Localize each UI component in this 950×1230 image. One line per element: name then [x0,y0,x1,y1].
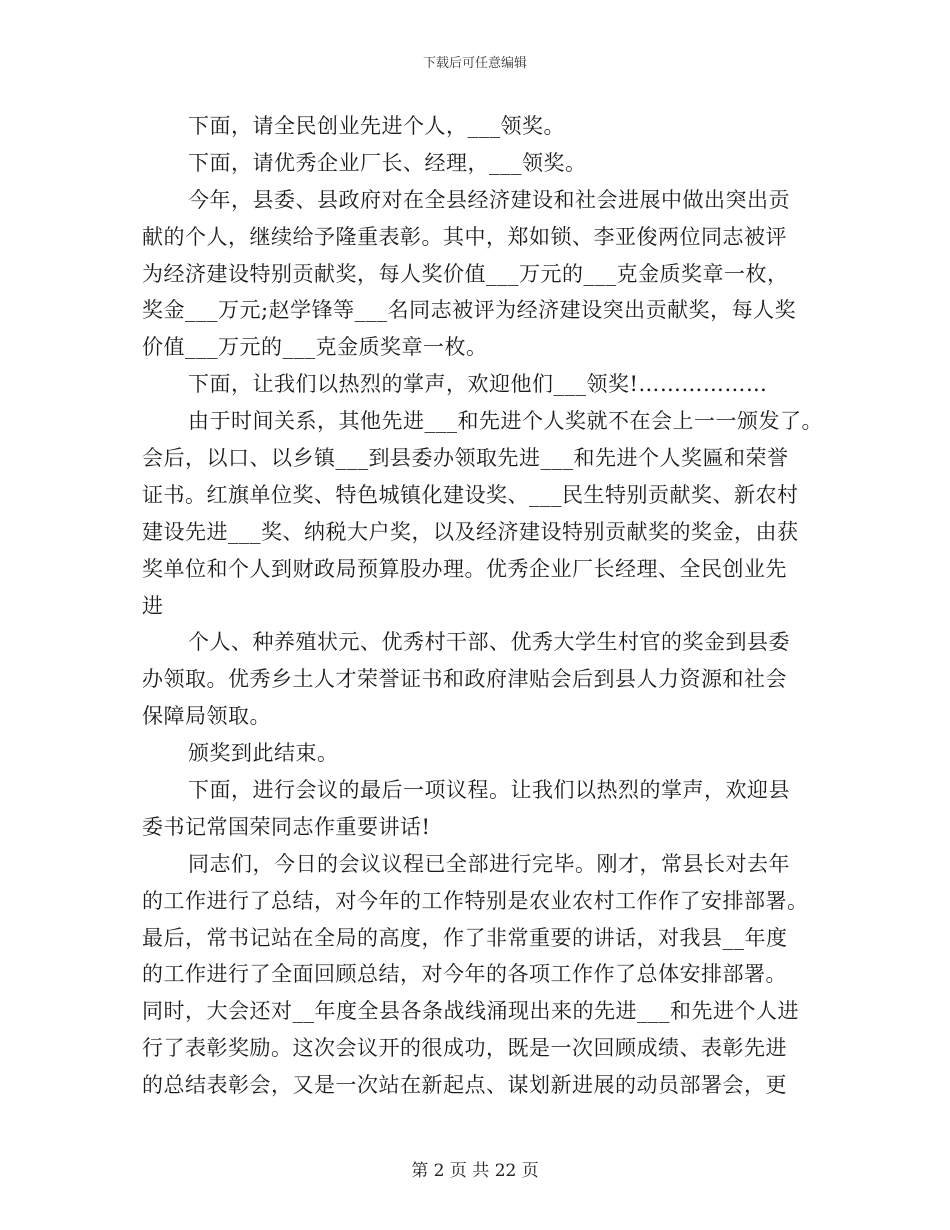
text-line: 最后，常书记站在全局的高度，作了非常重要的讲话，对我县__年度 [142,925,788,950]
page-number: 第 2 页 共 22 页 [411,1161,539,1181]
text-line: 办领取。优秀乡土人才荣誉证书和政府津贴会后到县人力资源和社会 [142,667,787,692]
text-line: 下面，请优秀企业厂长、经理，___领奖。 [188,150,587,175]
text-line: 由于时间关系，其他先进___和先进个人奖就不在会上一一颁发了。 [188,409,823,434]
text-line: 下面，让我们以热烈的掌声，欢迎他们___领奖!……………… [188,372,768,397]
page-header-note: 下载后可任意编辑 [422,56,527,71]
text-line: 为经济建设特别贡献奖，每人奖价值___万元的___克金质奖章一枚， [142,261,789,286]
text-line: 献的个人，继续给予隆重表彰。其中，郑如锁、李亚俊两位同志被评 [142,224,787,249]
text-line: 行了表彰奖励。这次会议开的很成功，既是一次回顾成绩、表彰先进 [142,1036,787,1061]
text-line: 会后，以口、以乡镇___到县委办领取先进___和先进个人奖匾和荣誉 [142,446,789,471]
text-line: 下面，请全民创业先进个人，___领奖。 [188,114,565,138]
text-line: 奖单位和个人到财政局预算股办理。优秀企业厂长经理、全民创业先 [142,556,787,581]
text-line: 同时，大会还对__年度全县各条战线涌现出来的先进___和先进个人进 [142,999,799,1024]
text-line: 同志们，今日的会议议程已全部进行完毕。刚才，常县长对去年 [188,851,790,876]
text-line: 下面，进行会议的最后一项议程。让我们以热烈的掌声，欢迎县 [188,778,790,803]
text-line: 奖金___万元;赵学锋等___名同志被评为经济建设突出贡献奖，每人奖 [142,298,797,323]
text-line: 价值___万元的___克金质奖章一枚。 [142,335,488,360]
text-line: 建设先进___奖、纳税大户奖，以及经济建设特别贡献奖的奖金，由获 [142,519,799,544]
text-line: 的总结表彰会，又是一次站在新起点、谋划新进展的动员部署会，更 [142,1073,787,1098]
text-line: 委书记常国荣同志作重要讲话! [142,814,431,839]
text-line: 进 [142,593,164,618]
text-line: 个人、种养殖状元、优秀村干部、优秀大学生村官的奖金到县委 [188,630,790,655]
text-line: 颁奖到此结束。 [188,741,339,766]
text-line: 今年，县委、县政府对在全县经济建设和社会进展中做出突出贡 [188,187,790,212]
text-line: 证书。红旗单位奖、特色城镇化建设奖、___民生特别贡献奖、新农村 [142,482,799,507]
text-line: 保障局领取。 [142,704,271,729]
document-body [142,108,832,1104]
text-line: 的工作进行了全面回顾总结，对今年的各项工作作了总体安排部署。 [142,962,787,987]
text-line: 的工作进行了总结，对今年的工作特别是农业农村工作作了安排部署。 [142,888,809,913]
